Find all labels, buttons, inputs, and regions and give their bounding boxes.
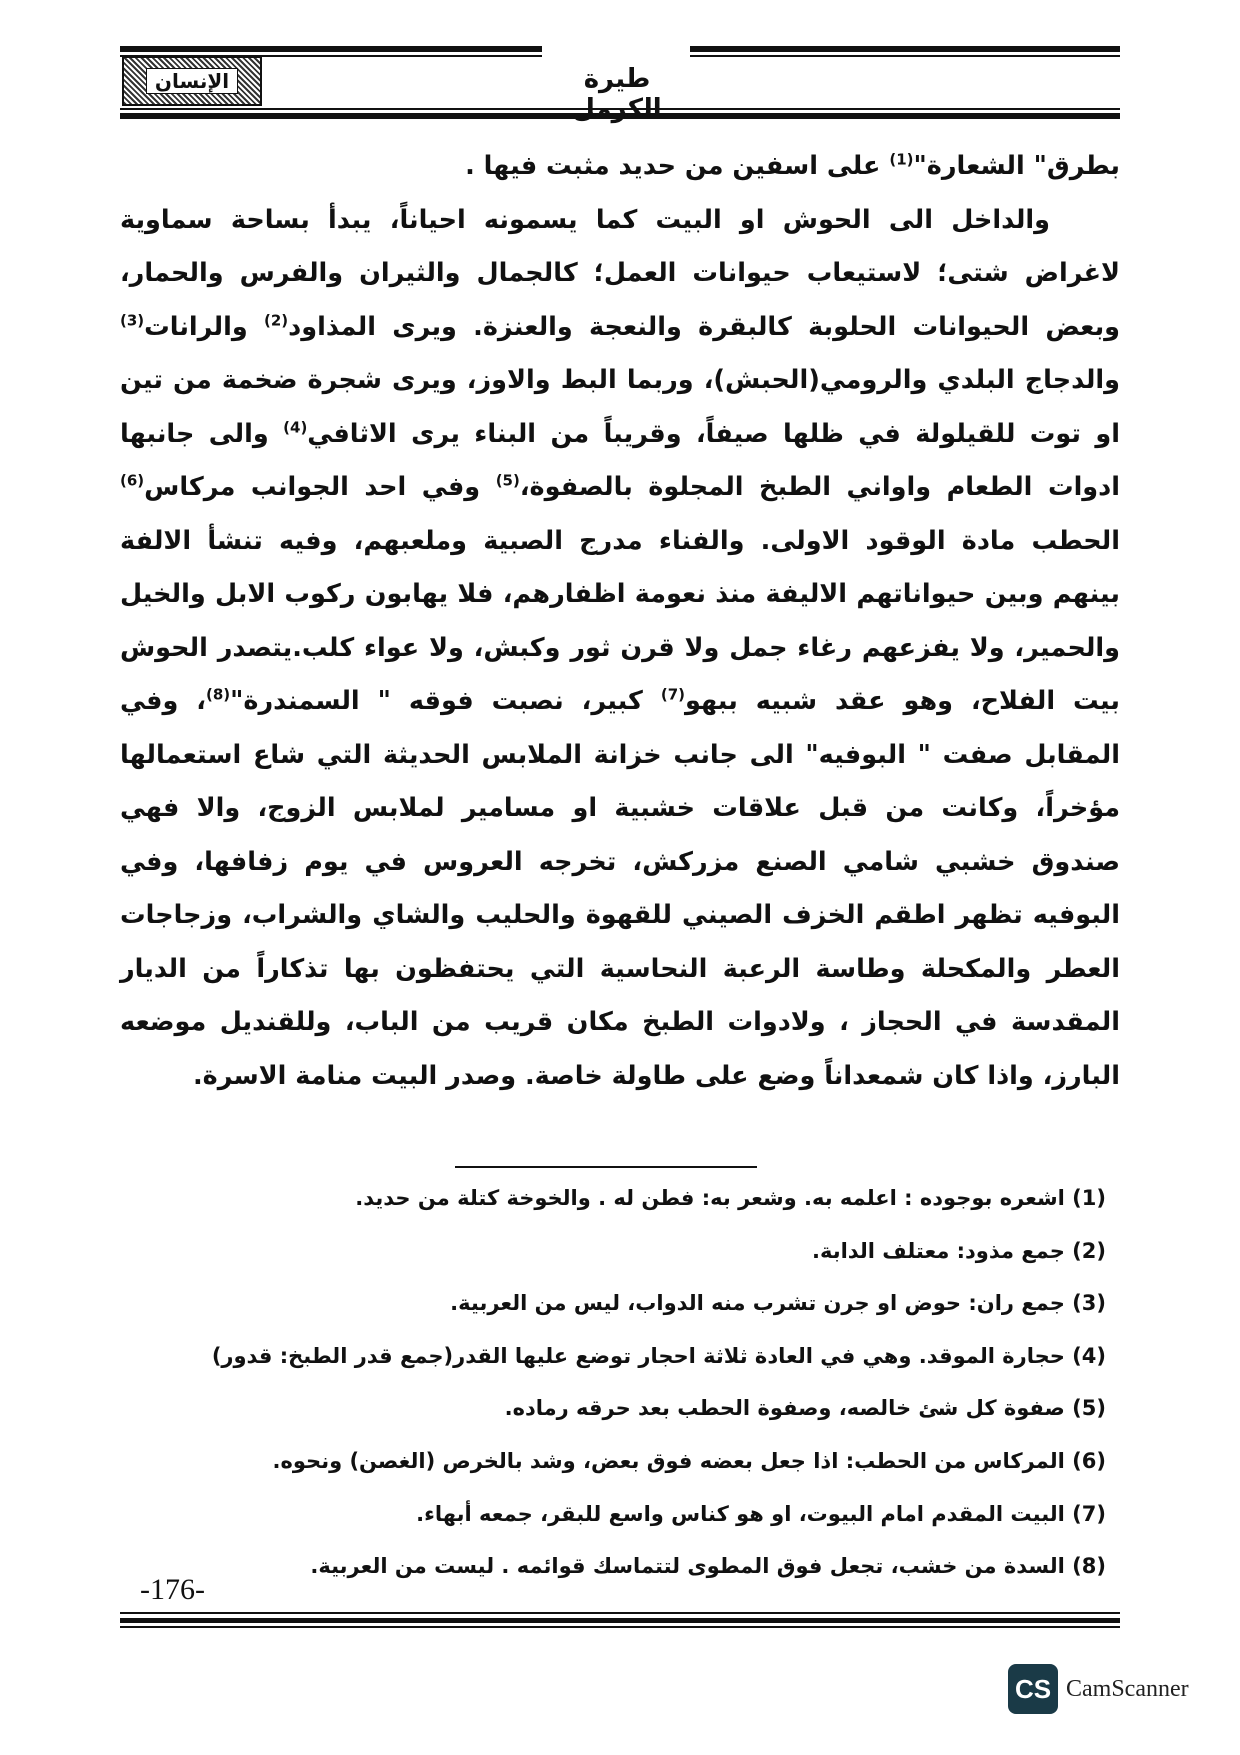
page-number: -176- <box>140 1573 205 1606</box>
footnote-2: (2) جمع مذود: معتلف الدابة. <box>811 1238 1106 1263</box>
footnote-ref-3: (3) <box>120 311 145 329</box>
main-text <box>120 140 1120 1103</box>
running-title: طيرة الكرمل <box>572 64 662 124</box>
footnote-ref-6: (6) <box>120 471 145 490</box>
section-label: الإنسان <box>146 68 238 94</box>
header-rule-right <box>690 46 1120 57</box>
page-header <box>0 0 1240 140</box>
footnote-ref-8: (8) <box>205 685 231 704</box>
camscanner-icon: CS <box>1008 1664 1058 1714</box>
footnotes <box>120 1172 1106 1593</box>
footnote-1: (1) اشعره بوجوده : اعلمه به. وشعر به: فطن له . والخوخة كتلة من حديد. <box>355 1186 1106 1210</box>
footnote-ref-2: (2) <box>263 311 289 329</box>
footnote-5: (5) صفوة كل شئ خالصه، وصفوة الحطب بعد حرقه رماده. <box>504 1396 1106 1421</box>
footnote-ref-5: (5) <box>495 471 520 490</box>
footnote-separator <box>455 1166 757 1168</box>
footnote-ref-1: (1) <box>889 150 914 169</box>
footnote-3: (3) جمع ران: حوض او جرن تشرب منه الدواب، ليس من العربية. <box>450 1291 1106 1316</box>
footer-rules <box>120 1612 1120 1628</box>
footnote-4: (4) حجارة الموقد. وهي في العادة ثلاثة احجار توضع عليها القدر(جمع قدر الطبخ: قدور) <box>211 1343 1106 1368</box>
paragraph-2: والداخل الى الحوش او البيت كما يسمونه احياناً، يبدأ بساحة سماوية لاغراض شتى؛ لاستيعاب حيوانات العمل؛ كالجمال والثيران والفرس والحمار، وبعض الحيوانات الحلوبة كالبقرة والنعجة والعنزة. ويرى المذاود$^{(2)}$ والرانات$^{(3)}$ والدجاج البلدي والرومي(الحبش)، وربما البط والاوز، ويرى شجرة ضخمة من تين او توت للقيلولة في ظلها صيفاً، وقريباً من البناء يرى الاثافي$^{(4)}$ والى جانبها ادوات الطعام واواني الطبخ المجلوة بالصفوة،$^{(5)}$ وفي احد الجوانب مركاس$^{(6)}$ الحطب مادة الوقود الاولى. والفناء مدرج الصبية وملعبهم، وفيه تنشأ الالفة بينهم وبين حيواناتهم الاليفة منذ نعومة اظفارهم، فلا يهابون ركوب الابل والخيل والحمير، ولا يفزعهم رغاء جمل ولا قرن ثور وكبش، ولا عواء كلب.يتصدر الحوش بيت الفلاح، وهو عقد شبيه ببهو$^{(7)}$ كبير، نصبت فوقه " السمندرة"$^{(8)}$، وفي المقابل صفت " البوفيه" الى جانب خزانة الملابس الحديثة التي شاع استعمالها مؤخراً، وكانت من قبل علاقات خشبية او مسامير لملابس الزوج، والا فهي صندوق خشبي شامي الصنع مزركش، تخرجه العروس في يوم زفافها، وفي البوفيه تظهر اطقم الخزف الصيني للقهوة والحليب والشاي والشراب، وزجاجات العطر والمكحلة وطاسة الرعبة النحاسية التي يحتفظون بها تذكاراً من الديار المقدسة في الحجاز ، ولادوات الطبخ مكان قريب من الباب، وللقنديل موضعه البارز، واذا كان شمعداناً وضع على طاولة خاصة. وصدر البيت منامة الاسرة. <box>120 204 1120 1091</box>
camscanner-watermark <box>1008 1663 1189 1715</box>
footnote-7: (7) البيت المقدم امام البيوت، او هو كناس واسع للبقر، جمعه أبهاء. <box>416 1501 1106 1526</box>
footnote-ref-4: (4) <box>283 418 308 436</box>
footnote-8: (8) السدة من خشب، تجعل فوق المطوى لتتماسك قوائمه . ليست من العربية. <box>310 1554 1106 1579</box>
footnote-ref-7: (7) <box>660 685 685 704</box>
camscanner-label: CamScanner <box>1066 1675 1189 1702</box>
footnote-6: (6) المركاس من الحطب: اذا جعل بعضه فوق بعض، وشد بالخرص (الغصن) ونحوه. <box>272 1448 1106 1473</box>
section-logo <box>122 56 262 106</box>
paragraph-1: بطرق" الشعارة"$^{(1)}$ على اسفين من حديد مثبت فيها . <box>465 150 1120 181</box>
